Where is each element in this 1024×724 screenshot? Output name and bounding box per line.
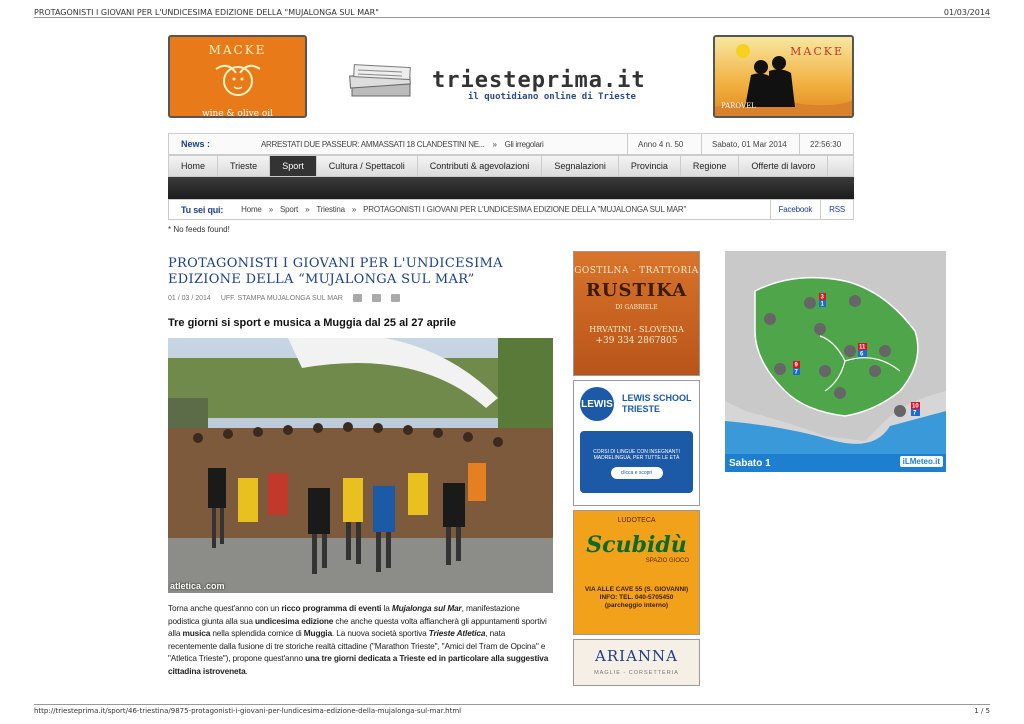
article-body-segment: una tre giorni dedicata a Trieste ed in particolare alla suggestiva cittadina istroveneta [168,653,549,676]
arianna-tag: MAGLIE - CORSETTERIA [594,670,679,676]
article-body-segment: ricco programma di eventi [281,603,382,613]
current-time: 22:56:30 [799,134,853,154]
article-body-segment: musica [182,628,211,638]
temp-min-4: 7 [913,410,917,417]
ad-rustika-phone: +39 334 2867805 [595,336,678,346]
no-feeds-text: No feeds found! [173,225,230,234]
nav-home[interactable]: Home [169,156,218,176]
ad-scubidu[interactable] [573,510,700,635]
temp-max-1: 3 [820,294,824,301]
scubidu-tag: SPAZIO GIOCO [645,558,689,564]
lewis-promo-box [580,431,693,493]
subnav-bar [168,177,854,199]
site-subtitle: il quotidiano online di Trieste [468,92,636,102]
article-body-segment: . [245,665,248,676]
article-body-segment: Mujalonga sul Mar [391,603,462,613]
print-url: http://triesteprima.it/sport/46-triestina/9875-protagonisti-i-giovani-per-lundicesima-edizione-della-mujalonga-sul-mar.html [34,707,462,715]
print-header [34,8,990,17]
scubidu-line1: LUDOTECA [617,517,656,524]
breadcrumb-sep: » [268,205,273,214]
ad-rustika-location: HRVATINI - SLOVENIA [589,325,684,334]
scubidu-parking: (parcheggio interno) [604,602,669,609]
weather-map[interactable] [725,251,946,472]
issue-number: Anno 4 n. 50 [627,134,701,154]
nav-trieste[interactable]: Trieste [218,156,270,176]
ilmeteo-logo[interactable]: iLMeteo.it [900,456,943,467]
news-ticker-bar [168,133,854,155]
scubidu-address: VIA ALLE CAVE 55 (S. GIOVANNI) [584,586,689,593]
ad-arianna[interactable] [573,639,700,686]
breadcrumb-sport[interactable]: Sport [279,205,299,214]
newspaper-stack-icon[interactable] [348,60,414,100]
lewis-promo-text: CORSI DI LINGUE CON INSEGNANTI MADRELINGUA, PER TUTTE LE ETÀ [593,449,680,461]
email-icon[interactable] [353,294,362,302]
article-body-segment: undicesima edizione [254,615,334,626]
temp-max-2: 9 [794,362,798,369]
breadcrumb-sep: » [351,205,357,214]
article-meta [168,294,400,302]
breadcrumb [168,199,854,220]
social-links [770,200,853,219]
news-ticker-sep: » [492,139,497,149]
ad-tagline: wine & olive oil [201,109,274,118]
nav-sport[interactable]: Sport [270,156,317,176]
article-body-segment: . La nuova società sportiva [331,628,429,638]
article-body-segment: Muggia [303,628,332,638]
arianna-name: ARIANNA [595,647,678,665]
nav-cultura[interactable]: Cultura / Spettacoli [317,156,418,176]
print-date: 01/03/2014 [943,8,990,17]
news-ticker-text: ARRESTATI DUE PASSEUR: AMMASSATI 18 CLANDESTINI NE... [261,139,485,149]
temp-max-3: 11 [859,344,866,351]
lewis-cta-button[interactable]: clicca e scopri [611,467,663,479]
nav-provincia[interactable]: Provincia [619,156,681,176]
article-body-segment: nella splendida cornice di [210,628,304,638]
ad-lewis-school[interactable] [573,380,700,506]
print-page: 1 / 5 [974,707,990,715]
article-photo-runners [168,338,553,593]
article-author: UFF. STAMPA MUJALONGA SUL MAR [220,294,343,302]
article-date: 01 / 03 / 2014 [168,294,211,302]
facebook-link[interactable]: Facebook [770,200,821,219]
news-label: News : [181,139,211,149]
banner-ad-macke-right[interactable] [713,35,854,118]
breadcrumb-home[interactable]: Home [241,205,262,214]
lion-icon [208,59,268,103]
lewis-name2: TRIESTE [622,404,661,414]
temp-max-4: 10 [912,403,919,410]
weather-footer [725,454,946,472]
ad-rustika-name: RUSTIKA [585,280,688,301]
photo-credit: atletica .com [170,581,225,591]
site-title[interactable]: triesteprima.it [432,68,646,93]
print-title: PROTAGONISTI I GIOVANI PER L'UNDICESIMA EDIZIONE DELLA "MUJALONGA SUL MAR" [34,8,379,17]
current-date: Sabato, 01 Mar 2014 [701,134,799,154]
pdf-icon[interactable] [391,294,400,302]
article-body-segment: Trieste Atletica [428,628,486,638]
nav-offerte-lavoro[interactable]: Offerte di lavoro [739,156,828,176]
nav-regione[interactable]: Regione [681,156,740,176]
news-ticker[interactable] [261,140,627,149]
print-footer [34,707,990,715]
ad-brand: MACKE [790,45,844,58]
breadcrumb-triestina[interactable]: Triestina [316,205,345,214]
ad-brand: MACKE [208,43,267,57]
breadcrumb-sep: » [305,205,310,214]
article-subtitle: Tre giorni si sport e musica a Muggia dal 25 al 27 aprile [168,317,456,329]
breadcrumb-label: Tu sei qui: [181,204,224,215]
rss-link[interactable]: RSS [820,200,853,219]
ad-rustika[interactable] [573,251,700,376]
article-body [168,602,553,677]
ad-sub: PAROVEL [721,102,756,110]
lewis-name1: LEWIS SCHOOL [622,393,692,403]
print-icon[interactable] [372,294,381,302]
article-body-segment: la [381,603,392,613]
nav-contributi[interactable]: Contributi & agevolazioni [418,156,543,176]
breadcrumb-current: PROTAGONISTI I GIOVANI PER L'UNDICESIMA EDIZIONE DELLA "MUJALONGA SUL MAR" [363,205,687,214]
main-nav [168,155,854,177]
lewis-logo: LEWIS [580,387,614,421]
scubidu-phone: INFO: TEL. 040-5705450 [599,594,674,601]
article-body-segment: che anche questa volta affiancherà gli appuntamenti sportivi alla [168,615,547,638]
article-body-segment: , nata recentemente dalla fusione di tre storiche realtà cittadine ("Marathon Trieste", "Amici del Tram de Opcina" e "Atletica Trieste"), propone quest'anno [168,628,546,663]
article-body-segment: Torna anche quest'anno con un [168,603,282,613]
temp-min-3: 6 [860,351,864,358]
no-feeds-notice: * No feeds found! [168,225,230,234]
temp-min-2: 7 [794,369,798,376]
ad-rustika-owner: DI GABRIELE [615,304,658,311]
footer-rule [34,704,990,705]
news-ticker-tail: Gli irregolari [504,139,544,149]
header-rule [34,17,990,18]
ad-rustika-line1: GOSTILNA - TRATTORIA [574,266,699,276]
article-title: PROTAGONISTI I GIOVANI PER L'UNDICESIMA EDIZIONE DELLA “MUJALONGA SUL MAR” [168,256,503,287]
banner-ad-macke-left[interactable] [168,35,307,118]
weather-day: Sabato 1 [729,457,771,469]
temp-min-1: 1 [820,301,824,308]
nav-segnalazioni[interactable]: Segnalazioni [542,156,619,176]
article-body-segment: , manifestazione podistica giunta alla sua [168,603,520,626]
scubidu-name: Scubidù [586,532,687,558]
